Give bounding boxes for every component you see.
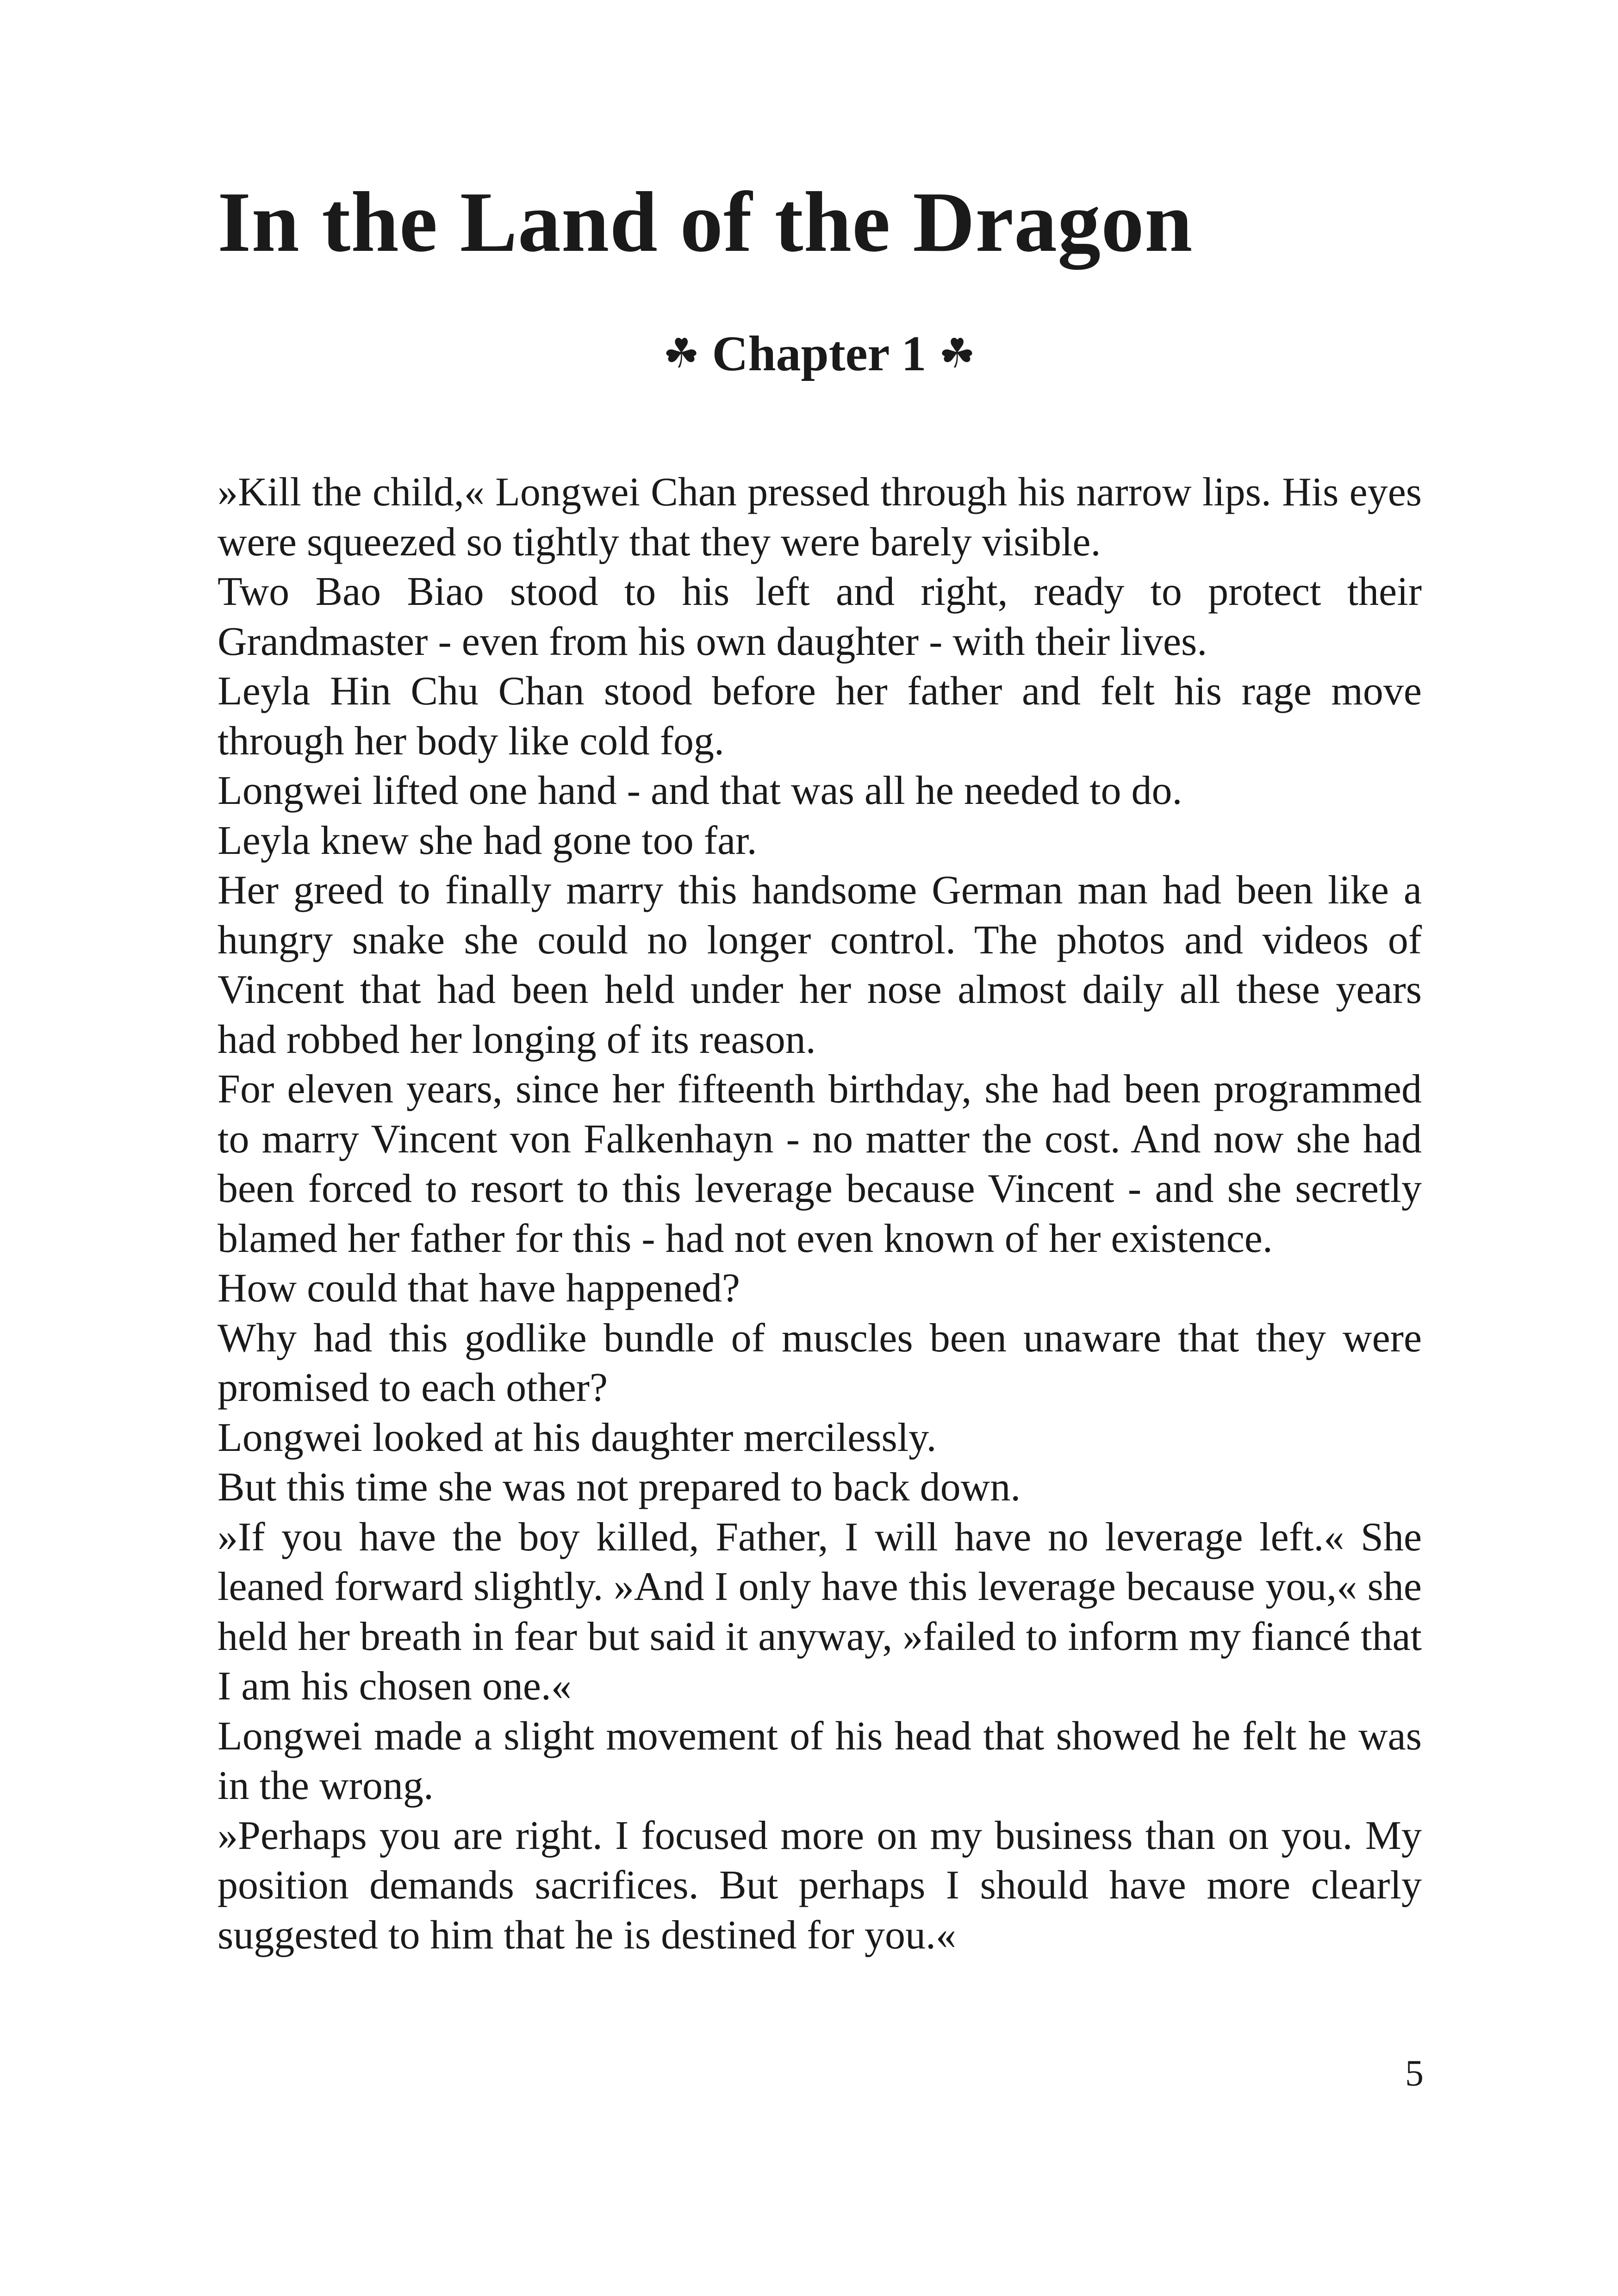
- paragraph: But this time she was not prepared to back down.: [218, 1465, 1021, 1510]
- paragraph: For eleven years, since her fifteenth birthday, she had been programmed to marry Vincent von Falkenhayn - no matter the cost. And now she had been forced to resort to this leverage because Vincent - and she secretly blamed her father for this - had not even known of her existence.: [218, 1067, 1422, 1261]
- chapter-label: Chapter 1: [712, 326, 927, 381]
- paragraph: Leyla knew she had gone too far.: [218, 818, 757, 863]
- paragraph: Longwei made a slight movement of his head that showed he felt he was in the wrong.: [218, 1713, 1422, 1808]
- paragraph: Two Bao Biao stood to his left and right, ready to protect their Grandmaster - even from his own daughter - with their lives.: [218, 569, 1422, 664]
- page-number: 5: [1405, 2053, 1424, 2094]
- clover-icon: ☘: [939, 332, 976, 377]
- paragraph: »Kill the child,« Longwei Chan pressed through his narrow lips. His eyes were squeezed so tightly that they were barely visible.: [218, 470, 1422, 565]
- paragraph: Longwei lifted one hand - and that was all he needed to do.: [218, 768, 1182, 813]
- paragraph: Leyla Hin Chu Chan stood before her father and felt his rage move through her body like cold fog.: [218, 669, 1422, 764]
- paragraph: How could that have happened?: [218, 1266, 740, 1311]
- chapter-body: [218, 467, 1422, 1960]
- chapter-heading: [218, 319, 1421, 389]
- paragraph: »If you have the boy killed, Father, I will have no leverage left.« She leaned forward slightly. »And I only have this leverage because you,« she held her breath in fear but said it anyway, »failed to inform my fiancé that I am his chosen one.«: [218, 1514, 1422, 1709]
- paragraph: Her greed to finally marry this handsome German man had been like a hungry snake she could no longer control. The photos and videos of Vincent that had been held under her nose almost daily all these years had robbed her longing of its reason.: [218, 868, 1422, 1062]
- paragraph: »Perhaps you are right. I focused more on my business than on you. My position demands sacrifices. But perhaps I should have more clearly suggested to him that he is destined for you.«: [218, 1813, 1422, 1958]
- book-title: In the Land of the Dragon: [218, 174, 1193, 270]
- clover-icon: ☘: [663, 332, 700, 377]
- paragraph: Why had this godlike bundle of muscles been unaware that they were promised to each other?: [218, 1315, 1422, 1410]
- paragraph: Longwei looked at his daughter mercilessly.: [218, 1415, 937, 1460]
